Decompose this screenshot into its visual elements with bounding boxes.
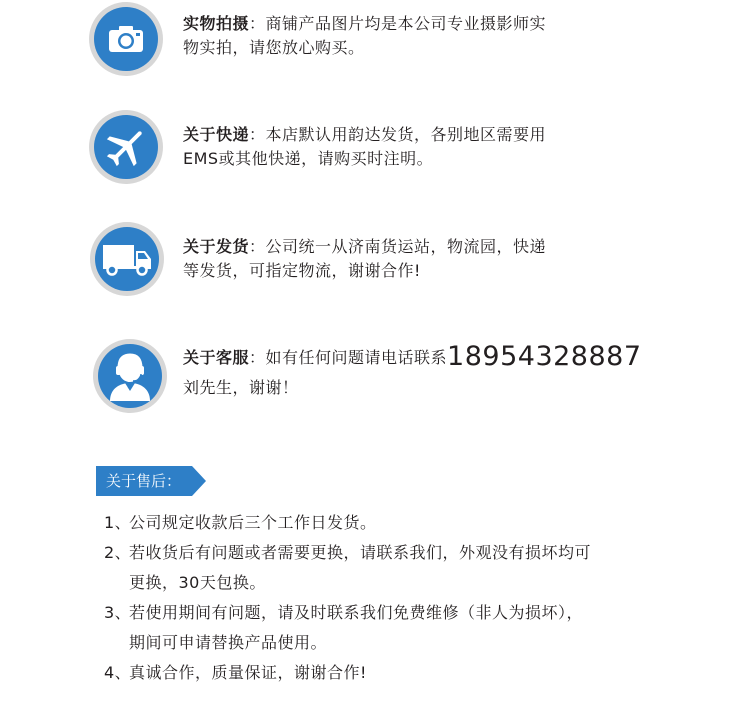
policy-number: 3、: [104, 603, 132, 622]
photography-text: [183, 12, 546, 60]
customer-service-title: 关于客服: [183, 348, 250, 367]
policy-line1: 公司规定收款后三个工作日发货。: [129, 513, 377, 532]
express-line1: 本店默认用韵达发货，各别地区需要用: [265, 125, 547, 144]
policy-number: 1、: [104, 513, 132, 532]
policy-line2: 更换，30天包换。: [129, 573, 266, 592]
express-title: 关于快递: [183, 125, 250, 144]
express-badge: [89, 110, 163, 184]
customer-service-text: [183, 341, 642, 400]
policy-line2: 期间可申请替换产品使用。: [129, 633, 328, 652]
policy-item: [104, 658, 591, 688]
phone-number[interactable]: 18954328887: [447, 341, 642, 372]
photography-title: 实物拍摄: [183, 14, 250, 33]
shipping-line2: 等发货，可指定物流，谢谢合作!: [183, 261, 421, 280]
shipping-title: 关于发货: [183, 237, 250, 256]
express-line2: EMS或其他快递，请购买时注明。: [183, 149, 434, 168]
truck-icon: [102, 242, 152, 276]
shipping-badge: [90, 222, 164, 296]
policy-item: [104, 508, 591, 538]
policy-line1: 若使用期间有问题，请及时联系我们免费维修（非人为损坏），: [129, 603, 584, 622]
customer-service-line1: 如有任何问题请电话联系: [265, 348, 448, 367]
after-sales-list: [104, 508, 591, 688]
title-separator: ：: [249, 14, 266, 33]
shipping-text: [183, 235, 546, 283]
express-text: [183, 123, 546, 171]
customer-service-icon: [107, 351, 153, 401]
policy-number: 2、: [104, 543, 132, 562]
after-sales-label: 关于售后：: [96, 466, 192, 496]
customer-service-badge: [93, 339, 167, 413]
customer-service-line2: 刘先生，谢谢！: [183, 378, 299, 397]
title-separator: ：: [249, 125, 266, 144]
policy-item: [104, 598, 591, 658]
title-separator: ：: [249, 237, 266, 256]
photography-badge: [89, 2, 163, 76]
title-separator: ：: [249, 348, 266, 367]
tag-arrow-shape: [192, 466, 206, 496]
policy-item: [104, 538, 591, 598]
policy-line1: 若收货后有问题或者需要更换，请联系我们，外观没有损坏均可: [129, 543, 592, 562]
policy-line1: 真诚合作，质量保证，谢谢合作!: [129, 663, 367, 682]
photography-line1: 商铺产品图片均是本公司专业摄影师实: [265, 14, 547, 33]
policy-number: 4、: [104, 663, 132, 682]
camera-icon: [107, 24, 145, 54]
airplane-icon: [103, 124, 149, 170]
shipping-line1: 公司统一从济南货运站，物流园，快递: [265, 237, 547, 256]
photography-line2: 物实拍，请您放心购买。: [183, 38, 365, 57]
